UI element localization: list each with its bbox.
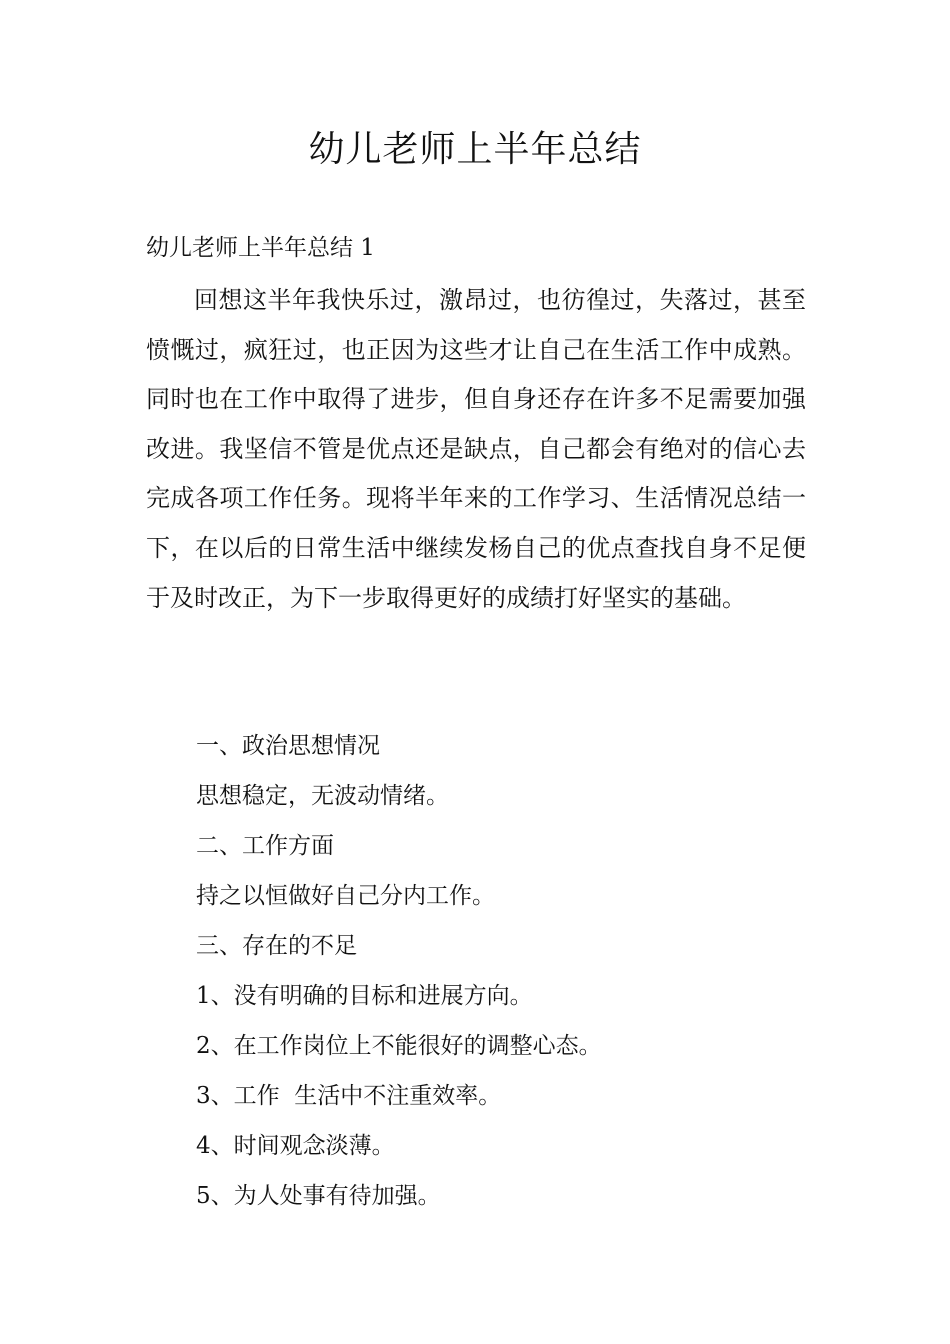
list-item: 4、时间观念淡薄。	[196, 1133, 395, 1159]
section-heading-politics: 一、政治思想情况	[196, 733, 380, 759]
section-heading-shortcomings: 三、存在的不足	[196, 933, 357, 959]
intro-paragraph: 回想这半年我快乐过，激昂过，也彷徨过，失落过，甚至愤慨过，疯狂过，也正因为这些才让自己在生活工作中成熟。同时也在工作中取得了进步，但自身还存在许多不足需要加强改进。我坚信不管是优点还是缺点，自己都会有绝对的信心去完成各项工作任务。现将半年来的工作学习、生活情况总结一下，在以后的日常生活中继续发杨自己的优点查找自身不足便于及时改正，为下一步取得更好的成绩打好坚实的基础。	[146, 286, 806, 612]
list-item: 思想稳定，无波动情绪。	[196, 783, 449, 809]
list-item: 3、工作 生活中不注重效率。	[196, 1083, 502, 1109]
list-item: 5、为人处事有待加强。	[196, 1183, 441, 1209]
list-item: 2、在工作岗位上不能很好的调整心态。	[196, 1033, 602, 1059]
section-heading-work: 二、工作方面	[196, 833, 334, 859]
summary-list	[196, 729, 602, 1229]
list-item: 持之以恒做好自己分内工作。	[196, 883, 495, 909]
document-title: 幼儿老师上半年总结	[308, 129, 642, 170]
section-heading: 幼儿老师上半年总结 1	[146, 235, 375, 261]
list-item: 1、没有明确的目标和进展方向。	[196, 983, 533, 1009]
